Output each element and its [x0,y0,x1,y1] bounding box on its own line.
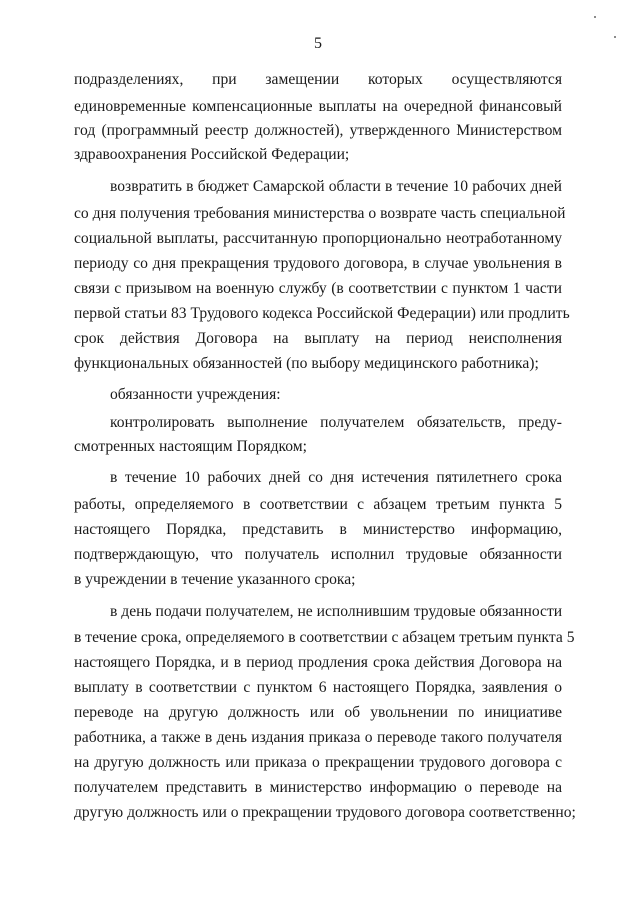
text-line: обязанности учреждения: [110,386,281,403]
text-line: со дня получения требования министерства о возврате часть специальной [74,205,566,222]
text-line: подтверждающую, что получатель исполнил трудовые обязанности [74,546,562,563]
text-line: работы, определяемого в соответствии с абзацем третьим пункта 5 [74,496,562,513]
text-line: на другую должность или приказа о прекращении трудового договора с [74,754,562,771]
text-line: в день подачи получателем, не исполнившим трудовые обязанности [110,603,563,620]
text-line: первой статьи 83 Трудового кодекса Российской Федерации) или продлить [74,305,570,322]
text-line: здравоохранения Российской Федерации; [74,146,350,163]
text-line: в течение срока, определяемого в соответствии с абзацем третьим пункта 5 [74,629,575,646]
text-line: функциональных обязанностей (по выбору медицинского работника); [74,355,539,372]
text-line: год (программный реестр должностей), утвержденного Министерством [74,122,562,139]
text-line: настоящего Порядка, представить в министерство информацию, [74,521,562,538]
text-line: в учреждении в течение указанного срока; [74,571,356,588]
text-line: в течение 10 рабочих дней со дня истечения пятилетнего срока [110,469,562,486]
text-line: получателем представить в министерство информацию о переводе на [74,779,562,796]
scan-speck [614,36,616,38]
text-line: работника, а также в день издания приказа о переводе такого получателя [74,729,562,746]
text-line: подразделениях, при замещении которых осуществляются [74,71,562,88]
text-line: единовременные компенсационные выплаты на очередной финансовый [74,98,562,115]
text-line: переводе на другую должность или об увольнении по инициативе [74,704,562,721]
page-number: 5 [314,35,322,52]
text-line: возвратить в бюджет Самарской области в течение 10 рабочих дней [110,178,562,195]
text-line: социальной выплаты, рассчитанную пропорционально неотработанному [74,230,562,247]
text-line: выплату в соответствии с пунктом 6 настоящего Порядка, заявления о [74,679,562,696]
text-line: срок действия Договора на выплату на период неисполнения [74,330,562,347]
text-line: смотренных настоящим Порядком; [74,438,307,455]
text-line: настоящего Порядка, и в период продления срока действия Договора на [74,654,562,671]
text-line: контролировать выполнение получателем обязательств, преду- [110,414,562,431]
text-line: периоду со дня прекращения трудового договора, в случае увольнения в [74,255,562,272]
scan-speck [594,16,596,18]
text-line: другую должность или о прекращении трудового договора соответственно; [74,804,576,821]
text-line: связи с призывом на военную службу (в соответствии с пунктом 1 части [74,280,562,297]
